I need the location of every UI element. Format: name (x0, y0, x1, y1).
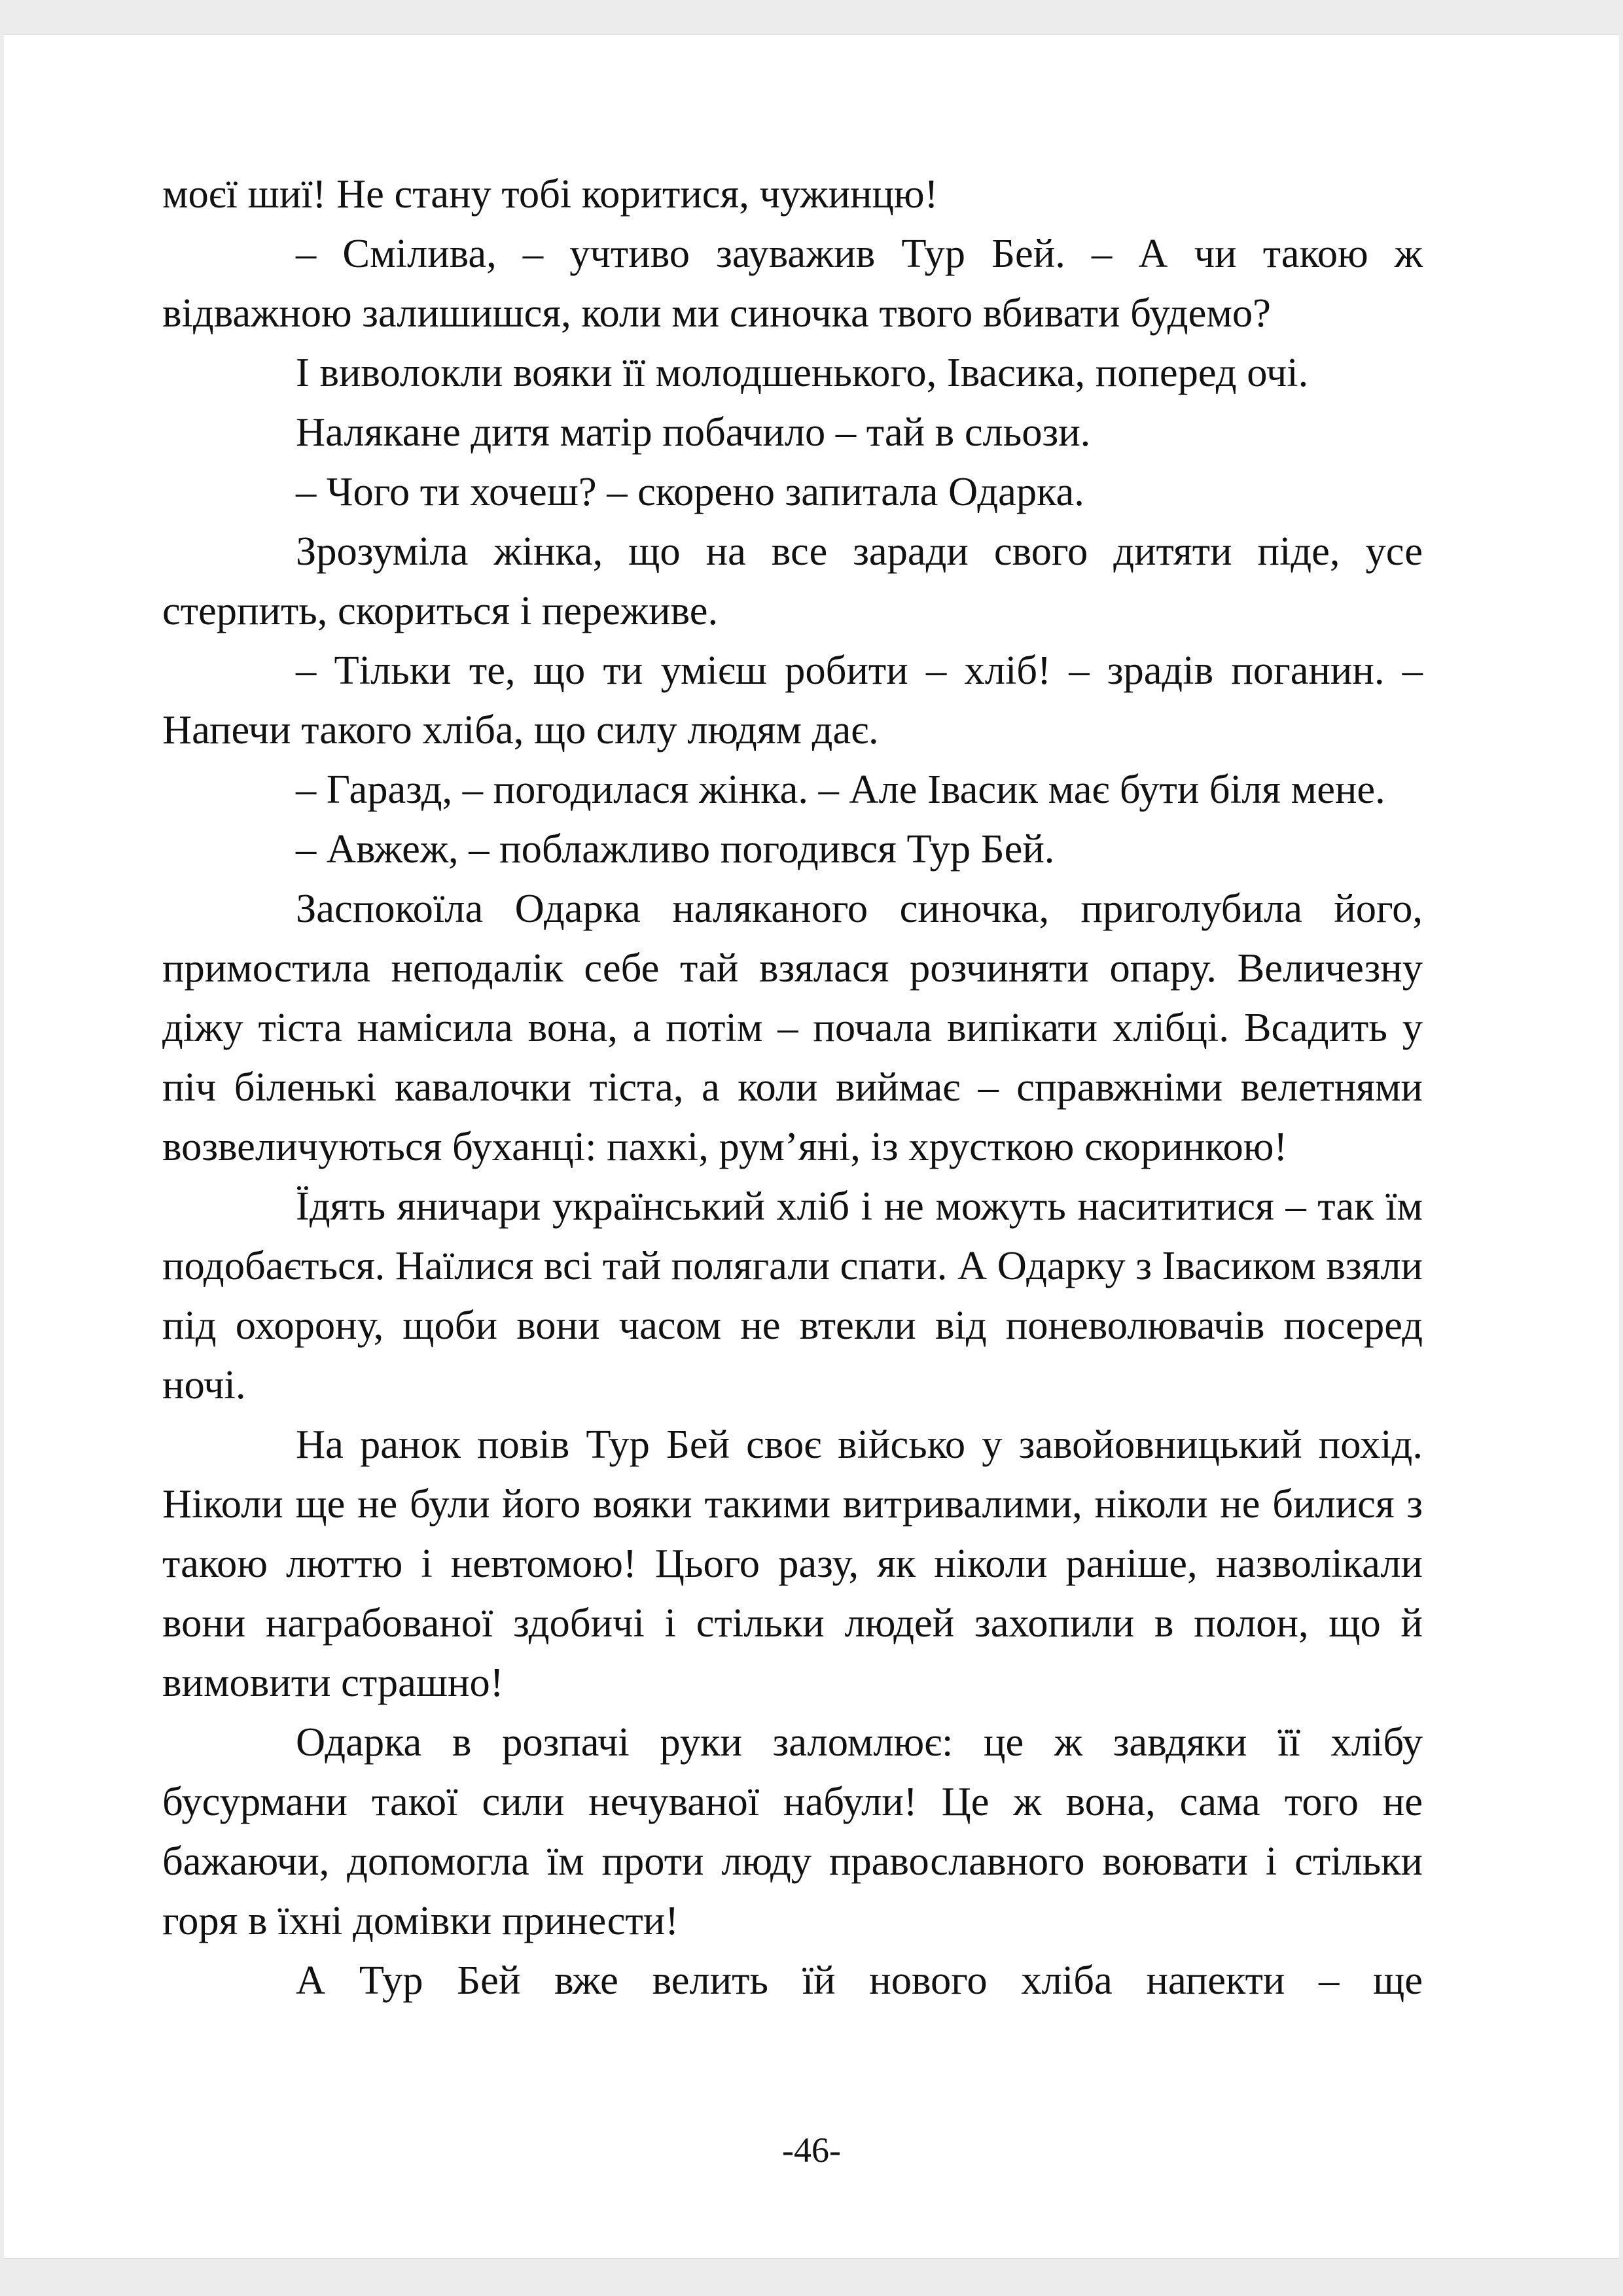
paragraph: Їдять яничари український хліб і не можуть насититися – так їм подобається. Наїлися всі тай полягали спати. А Одарку з Івасиком взяли під охорону, щоби вони часом не втекли від поневолювачів посеред ночі. (162, 1183, 1423, 1407)
paragraph: На ранок повів Тур Бей своє військо у завойовницький похід. Ніколи ще не були його вояки такими витривалими, ніколи не билися з такою люттю і невтомою! Цього разу, як ніколи раніше, назволікали вони награбованої здобичі і стільки людей захопили в полон, що й вимовити страшно! (162, 1421, 1423, 1705)
paragraph: А Тур Бей вже велить їй нового хліба напекти – ще (296, 1957, 1423, 2003)
paragraph: І виволокли вояки її молодшенького, Івасика, поперед очі. (296, 349, 1309, 395)
paragraph: моєї шиї! Не стану тобі коритися, чужинцю! (162, 171, 938, 217)
paragraph: Одарка в розпачі руки заломлює: це ж завдяки її хлібу бусурмани такої сили нечуваної набули! Це ж вона, сама того не бажаючи, допомогла їм проти люду православного воювати і стільки горя в їхні домівки принести! (162, 1719, 1423, 1943)
paragraph: Налякане дитя матір побачило – тай в сльози. (296, 409, 1091, 455)
page-number: -46- (782, 2130, 841, 2170)
body-text (162, 164, 1423, 2010)
paragraph: – Авжеж, – поблажливо погодився Тур Бей. (296, 826, 1055, 872)
document-page (4, 34, 1619, 2259)
paragraph: – Чого ти хочеш? – скорено запитала Одарка. (296, 468, 1084, 514)
paragraph: Зрозуміла жінка, що на все заради свого дитяти піде, усе стерпить, скориться і переживе. (162, 528, 1423, 633)
paragraph: Заспокоїла Одарка наляканого синочка, приголубила його, примостила неподалік себе тай взялася розчиняти опару. Величезну діжу тіста намісила вона, а потім – почала випікати хлібці. Всадить у піч біленькі кавалочки тіста, а коли виймає – справжніми велетнями возвеличуються буханці: пахкі, рум’яні, із хрусткою скоринкою! (162, 885, 1423, 1169)
paragraph: – Гаразд, – погодилася жінка. – Але Івасик має бути біля мене. (296, 766, 1385, 812)
paragraph: – Смілива, – учтиво зауважив Тур Бей. – А чи такою ж відважною залишишся, коли ми синочка твого вбивати будемо? (162, 230, 1423, 336)
paragraph: – Тільки те, що ти умієш робити – хліб! – зрадів поганин. – Напечи такого хліба, що силу людям дає. (162, 647, 1423, 752)
